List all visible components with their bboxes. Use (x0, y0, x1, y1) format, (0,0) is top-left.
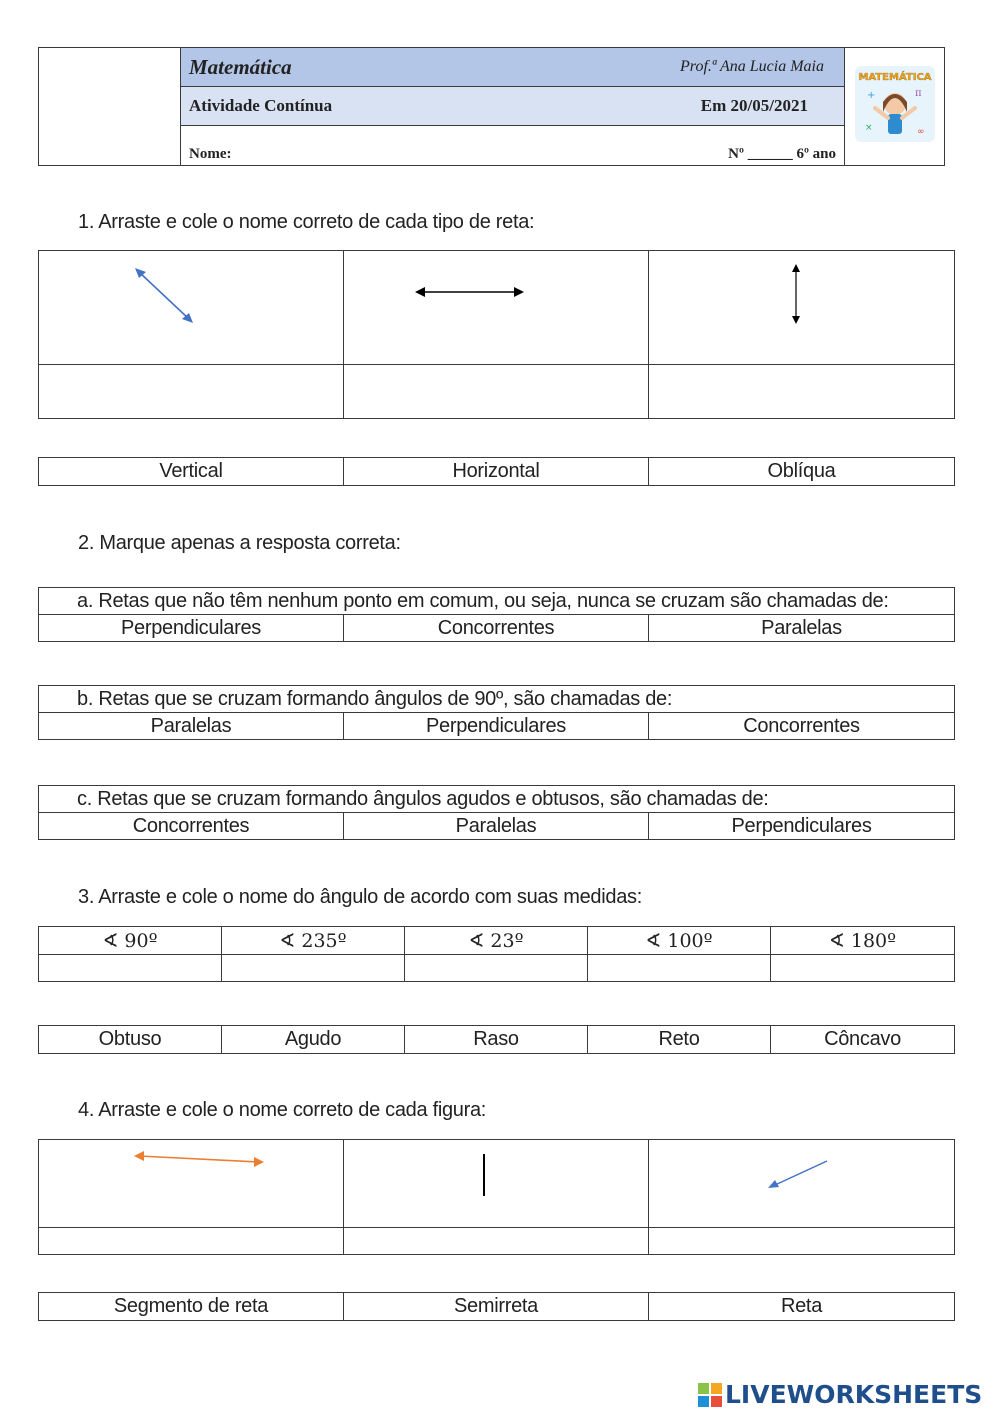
svg-text:π: π (914, 88, 922, 99)
q3-word-bank (38, 1025, 955, 1054)
q3-bank-item[interactable]: Côncavo (771, 1026, 955, 1054)
q4-prompt: 4. Arraste e cole o nome correto de cada figura: (78, 1099, 487, 1121)
q2b-option[interactable]: Paralelas (39, 713, 344, 740)
svg-text:∞: ∞ (916, 127, 924, 137)
q1-figure-oblique (39, 251, 344, 365)
q1-bank-item[interactable]: Oblíqua (649, 458, 955, 486)
activity-date: Em 20/05/2021 (700, 96, 808, 115)
liveworksheets-logo-icon (698, 1383, 722, 1407)
q3-drop-zone[interactable] (39, 955, 222, 982)
q4-figure-ray (649, 1140, 955, 1228)
q2c-option[interactable]: Perpendiculares (649, 813, 955, 840)
q3-drop-zone[interactable] (771, 955, 955, 982)
brand-mark (698, 1380, 982, 1409)
q4-figure-line (39, 1140, 344, 1228)
header-activity-row (181, 87, 845, 126)
svg-text:×: × (864, 123, 873, 133)
math-logo (853, 64, 937, 144)
q1-figure-horizontal (344, 251, 649, 365)
q1-bank-item[interactable]: Horizontal (344, 458, 649, 486)
q3-drop-zone[interactable] (405, 955, 588, 982)
q1-figure-table (38, 250, 955, 419)
q2c-stem: c. Retas que se cruzam formando ângulos agudos e obtusos, são chamadas de: (39, 786, 955, 813)
q2a-option[interactable]: Perpendiculares (39, 615, 344, 642)
q2b-option[interactable]: Perpendiculares (344, 713, 649, 740)
q3-angle: ∢ 235º (222, 927, 405, 955)
oblique-line-icon (39, 251, 344, 359)
q1-drop-zone-3[interactable] (649, 365, 955, 419)
q3-prompt: 3. Arraste e cole o nome do ângulo de acordo com suas medidas: (78, 886, 642, 908)
q2c-option[interactable]: Paralelas (344, 813, 649, 840)
q1-drop-zone-1[interactable] (39, 365, 344, 419)
q4-drop-zone-3[interactable] (649, 1228, 955, 1255)
number-label: Nº ______ 6º ano (728, 146, 836, 162)
logo-text: MATEMÁTICA (857, 72, 932, 83)
header-blank-cell (39, 48, 181, 166)
q3-angle: ∢ 100º (588, 927, 771, 955)
q2b-table (38, 685, 955, 740)
q3-drop-zone[interactable] (588, 955, 771, 982)
q1-prompt: 1. Arraste e cole o nome correto de cada tipo de reta: (78, 211, 535, 233)
header-subject-row (181, 48, 845, 87)
q4-bank-item[interactable]: Segmento de reta (39, 1293, 344, 1321)
double-arrow-line-icon (39, 1140, 344, 1222)
q4-bank-item[interactable]: Reta (649, 1293, 955, 1321)
q1-bank-item[interactable]: Vertical (39, 458, 344, 486)
vertical-line-icon (649, 251, 955, 359)
logo-cell (845, 48, 945, 166)
q2a-table (38, 587, 955, 642)
q3-angle-table (38, 926, 955, 982)
header-name-row (181, 126, 845, 166)
q2b-option[interactable]: Concorrentes (649, 713, 955, 740)
q2a-option[interactable]: Concorrentes (344, 615, 649, 642)
q3-angle: ∢ 180º (771, 927, 955, 955)
header-table (38, 47, 945, 166)
q3-bank-item[interactable]: Reto (588, 1026, 771, 1054)
q3-bank-item[interactable]: Agudo (222, 1026, 405, 1054)
q1-figure-vertical (649, 251, 955, 365)
q3-angle: ∢ 23º (405, 927, 588, 955)
subject-title: Matemática (189, 54, 292, 79)
q2-prompt: 2. Marque apenas a resposta correta: (78, 532, 401, 554)
q3-angle: ∢ 90º (39, 927, 222, 955)
q2a-option[interactable]: Paralelas (649, 615, 955, 642)
q4-word-bank (38, 1292, 955, 1321)
ray-line-icon (649, 1140, 955, 1222)
q3-bank-item[interactable]: Raso (405, 1026, 588, 1054)
name-label: Nome: (189, 146, 232, 162)
q4-drop-zone-1[interactable] (39, 1228, 344, 1255)
horizontal-line-icon (344, 251, 649, 359)
q3-bank-item[interactable]: Obtuso (39, 1026, 222, 1054)
segment-line-icon (344, 1140, 649, 1222)
q4-bank-item[interactable]: Semirreta (344, 1293, 649, 1321)
svg-text:+: + (866, 90, 875, 101)
q2c-table (38, 785, 955, 840)
teacher-name: Prof.ª Ana Lucia Maia (680, 58, 824, 75)
q4-figure-table (38, 1139, 955, 1255)
q2b-stem: b. Retas que se cruzam formando ângulos de 90º, são chamadas de: (39, 686, 955, 713)
q2a-stem: a. Retas que não têm nenhum ponto em comum, ou seja, nunca se cruzam são chamadas de: (39, 588, 955, 615)
q4-figure-segment (344, 1140, 649, 1228)
activity-title: Atividade Contínua (189, 96, 333, 115)
q1-word-bank (38, 457, 955, 486)
brand-text: LIVEWORKSHEETS (725, 1380, 983, 1409)
q3-drop-zone[interactable] (222, 955, 405, 982)
q4-drop-zone-2[interactable] (344, 1228, 649, 1255)
q2c-option[interactable]: Concorrentes (39, 813, 344, 840)
q1-drop-zone-2[interactable] (344, 365, 649, 419)
